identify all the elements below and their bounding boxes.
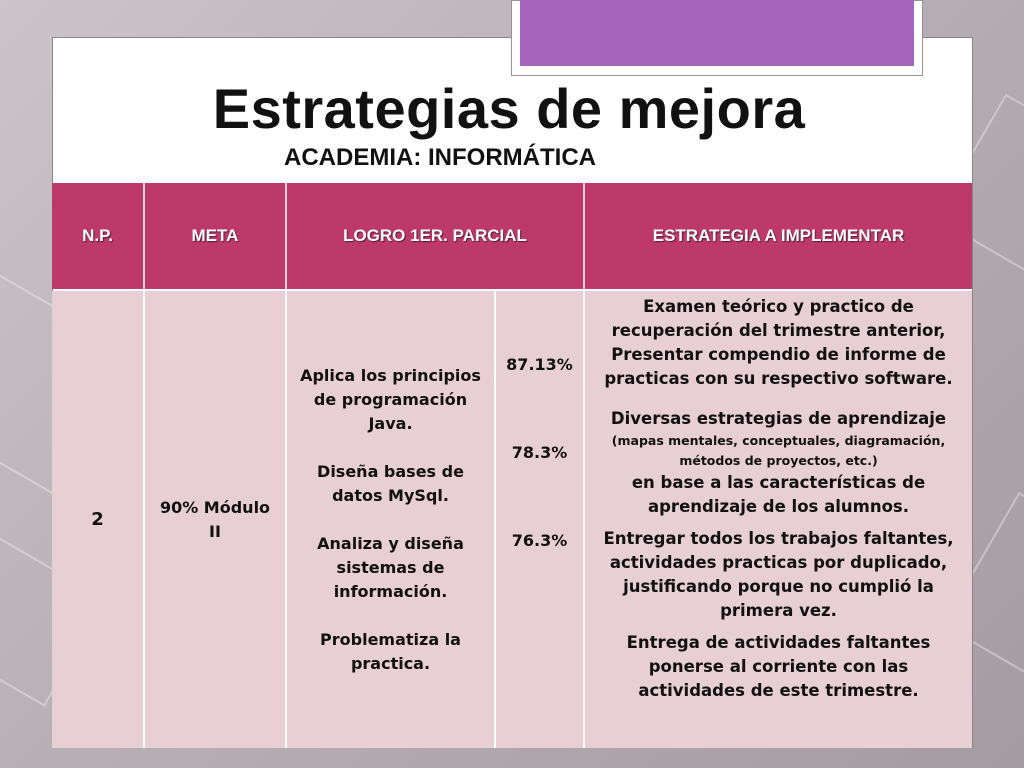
percentage-value: 76.3% bbox=[511, 531, 568, 550]
slide-subtitle: ACADEMIA: INFORMÁTICA bbox=[284, 144, 596, 171]
meta-value: 90% Módulo II bbox=[159, 497, 271, 541]
strategy-text: Entregar todos los trabajos faltantes, actividades practicas por duplicado, justificando porque no cumplió la primera vez. bbox=[603, 529, 954, 620]
strategy-text: Entrega de actividades faltantes ponerse al corriente con las actividades de este trimestre. bbox=[626, 633, 931, 700]
accent-bar bbox=[520, 0, 914, 66]
cell-estrategias bbox=[585, 291, 972, 748]
cell-percentages bbox=[496, 291, 585, 748]
cell-np bbox=[52, 291, 145, 748]
percentage-value: 78.3% bbox=[511, 443, 568, 462]
strategy-text: Presentar compendio de informe de practicas con su respectivo software. bbox=[604, 345, 953, 388]
header-np: N.P. bbox=[52, 183, 145, 289]
strategy-text: Diversas estrategias de aprendizaje bbox=[610, 409, 947, 428]
header-estrategia: ESTRATEGIA A IMPLEMENTAR bbox=[585, 183, 972, 289]
logro-item: Aplica los principios de programación Java. bbox=[300, 365, 481, 433]
np-value: 2 bbox=[91, 508, 104, 530]
header-logro: LOGRO 1ER. PARCIAL bbox=[287, 183, 585, 289]
strategy-note: (mapas mentales, conceptuales, diagramación, métodos de proyectos, etc.) bbox=[611, 433, 946, 468]
logro-item: Analiza y diseña sistemas de información. bbox=[317, 533, 464, 601]
percentage-value: 87.13% bbox=[506, 355, 573, 374]
strategy-text: Examen teórico y practico de recuperación del trimestre anterior, bbox=[611, 297, 946, 340]
logro-item: Diseña bases de datos MySql. bbox=[317, 461, 464, 505]
slide-title: Estrategias de mejora bbox=[212, 77, 806, 140]
cell-meta bbox=[145, 291, 287, 748]
cell-logros bbox=[287, 291, 496, 748]
strategy-table bbox=[52, 183, 972, 748]
strategy-text: en base a las características de aprendizaje de los alumnos. bbox=[631, 473, 926, 516]
logro-item: Problematiza la practica. bbox=[320, 629, 461, 673]
header-meta: META bbox=[145, 183, 287, 289]
